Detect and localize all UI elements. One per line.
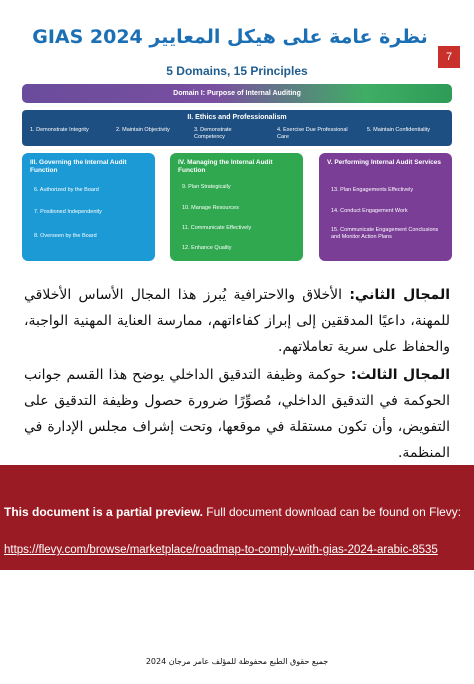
principle-1: 1. Demonstrate Integrity bbox=[30, 127, 89, 133]
principle-2: 2. Maintain Objectivity bbox=[116, 127, 170, 133]
principle-10: 10. Manage Resources bbox=[182, 205, 239, 211]
domain-2-bar bbox=[22, 110, 452, 146]
domain-2-title: II. Ethics and Professionalism bbox=[187, 114, 287, 121]
principle-3: 3. Demonstrate Competency bbox=[194, 127, 232, 140]
principle-5: 5. Maintain Confidentiality bbox=[367, 127, 430, 133]
figure-heading: 5 Domains, 15 Principles bbox=[166, 64, 308, 78]
principle-9: 9. Plan Strategically bbox=[182, 184, 231, 190]
domain-4-box bbox=[170, 153, 303, 261]
domain-5-box bbox=[319, 153, 452, 261]
preview-bold-text: This document is a partial preview. bbox=[4, 505, 203, 519]
domain-3-title: III. Governing the Internal Audit Function bbox=[30, 159, 127, 174]
preview-banner bbox=[0, 465, 474, 570]
principle-14: 14. Conduct Engagement Work bbox=[331, 208, 408, 214]
domain-3-box bbox=[22, 153, 155, 261]
domain-5-title: V. Performing Internal Audit Services bbox=[327, 159, 442, 166]
domain-4-title: IV. Managing the Internal Audit Function bbox=[178, 159, 273, 174]
download-link[interactable]: https://flevy.com/browse/marketplace/roadmap-to-comply-with-gias-2024-arabic-8535 bbox=[4, 544, 438, 556]
preview-message bbox=[4, 505, 470, 519]
principle-8: 8. Overseen by the Board bbox=[34, 233, 97, 239]
paragraph-domain-2 bbox=[24, 282, 450, 360]
paragraph-domain-3-text: حوكمة وظيفة التدقيق الداخلي يوضح هذا القسم جوانب الحوكمة في التدقيق الداخلي، مُصوِّرًا ضرورة حصول وظيفة التدقيق على التفويض، وأن تكون مستقلة في موقعها، وتحت إشراف مجلس الإدارة في المنظمة. bbox=[24, 367, 450, 461]
paragraph-domain-3-label: المجال الثالث: bbox=[350, 367, 450, 383]
domain-1-bar: Domain I: Purpose of Internal Auditing bbox=[22, 84, 452, 103]
principle-12: 12. Enhance Quality bbox=[182, 245, 232, 251]
principle-11: 11. Communicate Effectively bbox=[182, 225, 252, 231]
principle-15: 15. Communicate Engagement Conclusions and Monitor Action Plans bbox=[331, 227, 439, 240]
page-title: نظرة عامة على هيكل المعايير GIAS 2024 bbox=[32, 26, 428, 48]
paragraph-domain-3 bbox=[24, 362, 450, 466]
preview-text: Full document download can be found on Flevy: bbox=[202, 505, 462, 519]
paragraph-domain-2-label: المجال الثاني: bbox=[349, 287, 451, 303]
principle-4: 4. Exercise Due Professional Care bbox=[277, 127, 348, 140]
principle-7: 7. Positioned Independently bbox=[34, 209, 102, 215]
principle-13: 13. Plan Engagements Effectively bbox=[331, 187, 414, 193]
gias-structure-figure bbox=[22, 60, 452, 266]
page-number-badge: 7 bbox=[438, 46, 460, 68]
copyright-footer: جميع حقوق الطبع محفوظة للمؤلف عامر مرجان 2024 bbox=[145, 657, 329, 666]
principle-6: 6. Authorized by the Board bbox=[34, 187, 99, 193]
paragraph-domain-2-text: الأخلاق والاحترافية يُبرز هذا المجال الأساس الأخلاقي للمهنة، داعيًا المدققين إلى إبراز كفاءاتهم، ممارسة العناية المهنية الواجبة، والحفاظ على سرية تعاملاتهم. bbox=[24, 287, 450, 355]
